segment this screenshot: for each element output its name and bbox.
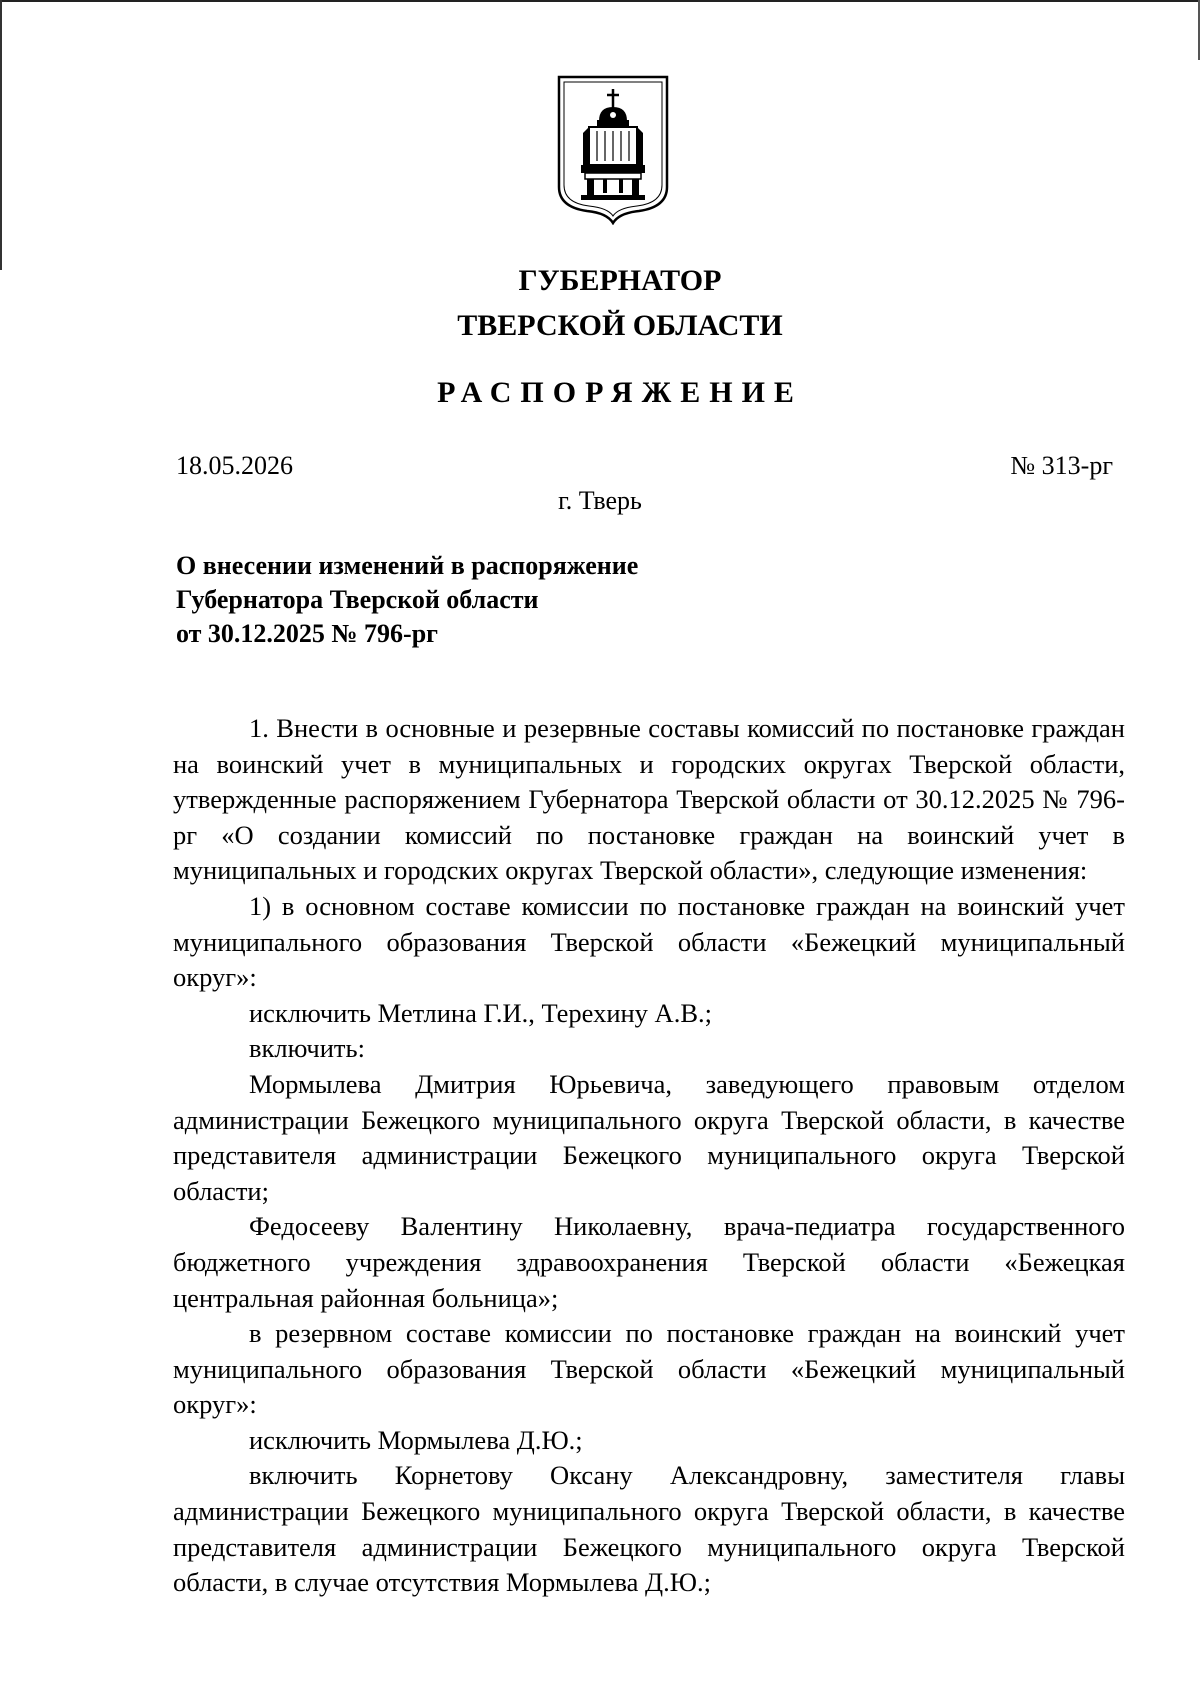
body-paragraph: Мормылева Дмитрия Юрьевича, заведующего правовым отделом администрации Бежецкого муниципального округа Тверской области, в качестве представителя администрации Бежецкого муниципального округа Тверской области;: [173, 1068, 1125, 1206]
body-paragraph: 1. Внести в основные и резервные составы комиссий по постановке граждан на воинский учет в муниципальных и городских округах Тверской области, утвержденные распоряжением Губернатора Тверской области от 30.12.2025 № 796-рг «О создании комиссий по постановке граждан на воинский учет в муниципальных и городских округах Тверской области», следующие изменения:: [173, 713, 1125, 886]
body-paragraph: исключить Метлина Г.И., Терехину А.В.;: [249, 997, 712, 1028]
document-type: РАСПОРЯЖЕНИЕ: [437, 376, 803, 409]
body-paragraph: 1) в основном составе комиссии по постановке граждан на воинский учет муниципального образования Тверской области «Бежецкий муниципальный округ»:: [173, 890, 1125, 993]
tver-region-coat-of-arms-icon: [553, 75, 673, 225]
document-subject: [176, 549, 736, 651]
document-city: г. Тверь: [558, 486, 642, 515]
issuer-title-line2: ТВЕРСКОЙ ОБЛАСТИ: [457, 309, 783, 342]
body-paragraph: включить:: [249, 1033, 365, 1064]
scan-edge-left: [0, 0, 2, 270]
body-paragraph: в резервном составе комиссии по постановке граждан на воинский учет муниципального образования Тверской области «Бежецкий муниципальный округ»:: [173, 1318, 1125, 1420]
body-paragraph: исключить Мормылева Д.Ю.;: [249, 1424, 583, 1455]
document-number: № 313-рг: [1010, 451, 1113, 480]
issuer-title: [0, 258, 1200, 348]
subject-line1: О внесении изменений в распоряжение: [176, 551, 639, 580]
body-paragraph: включить Корнетову Оксану Александровну, заместителя главы администрации Бежецкого муниципального округа Тверской области, в качестве представителя администрации Бежецкого муниципального округа Тверской области, в случае отсутствия Мормылева Д.Ю.;: [173, 1460, 1125, 1598]
document-date: 18.05.2026: [176, 451, 293, 480]
subject-line3: от 30.12.2025 № 796-рг: [176, 619, 438, 648]
document-body: [173, 711, 1125, 1601]
issuer-title-line1: ГУБЕРНАТОР: [518, 264, 722, 297]
scan-edge-top: [0, 0, 1200, 2]
body-paragraph: Федосееву Валентину Николаевну, врача-педиатра государственного бюджетного учреждения здравоохранения Тверской области «Бежецкая центральная районная больница»;: [173, 1211, 1125, 1313]
subject-line2: Губернатора Тверской области: [176, 585, 539, 614]
